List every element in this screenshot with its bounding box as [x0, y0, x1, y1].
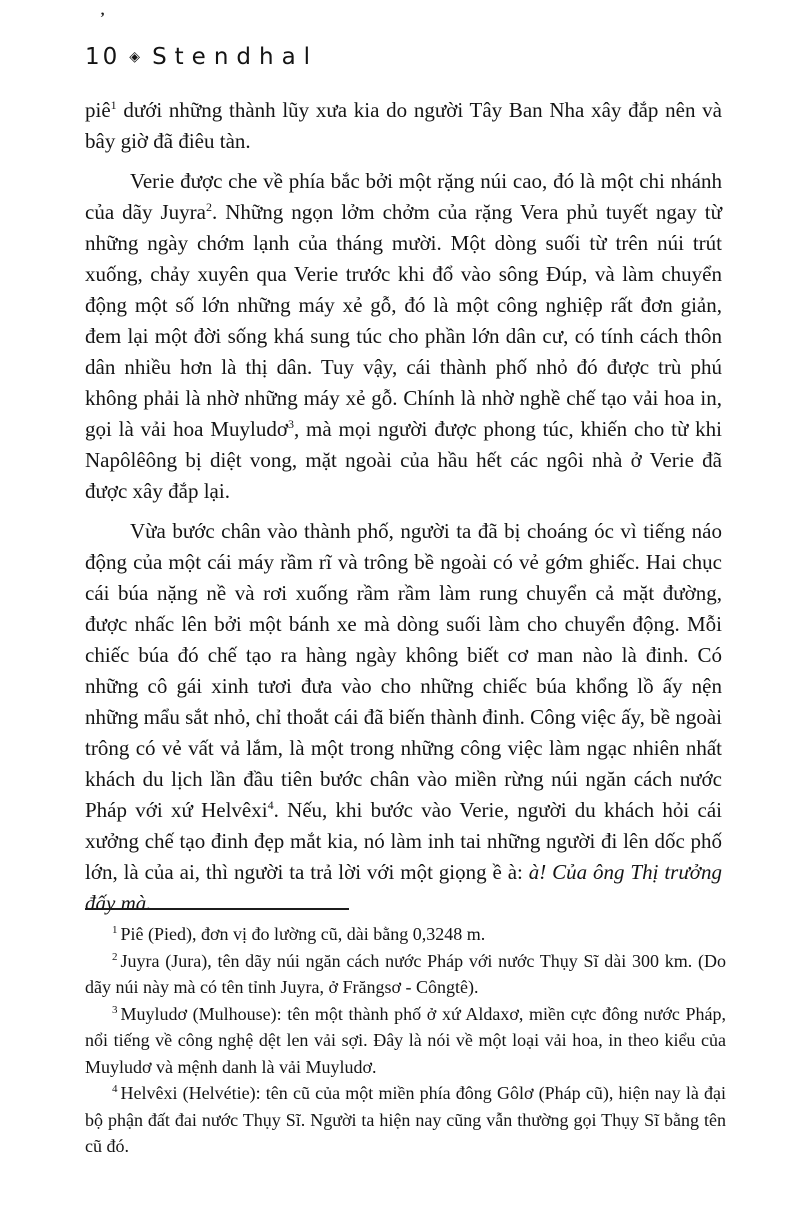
footnote-separator-rule: [85, 908, 349, 910]
footnote: [85, 1080, 726, 1160]
footnote: [85, 1001, 726, 1081]
running-head: [85, 44, 318, 70]
paragraph: [85, 166, 722, 507]
text-run: . Nếu, khi bước vào Verie, người du khách hỏi cái xưởng chế tạo đinh đẹp mắt kia, nó làm inh tai những người đi lên dốc phố lớn, là của ai, thì người ta trả lời với một giọng ề à:: [85, 798, 722, 884]
text-run: Vừa bước chân vào thành phố, người ta đã bị choáng óc vì tiếng náo động của một cái máy rầm rĩ và trông bề ngoài có vẻ gớm ghiếc. Hai chục cái búa nặng nề và rơi xuống rầm rầm làm rung chuyển cả mặt đường, được nhấc lên bởi một bánh xe mà dòng suối làm cho chuyển động. Mỗi chiếc búa đó chế tạo ra hàng ngày không biết cơ man nào là đinh. Có những cô gái xinh tươi đưa vào cho những chiếc búa khổng lồ ấy nện những mẩu sắt nhỏ, chỉ thoắt cái đã biến thành đinh. Công việc ấy, bề ngoài trông có vẻ vất vả lắm, là một trong những công việc làm ngạc nhiên nhất khách du lịch lần đầu tiên bước chân vào miền rừng núi ngăn cách nước Pháp với xứ Helvêxi: [85, 519, 722, 822]
text-run: piê: [85, 98, 111, 122]
footnote-text: Helvêxi (Helvétie): tên cũ của một miền phía đông Gôlơ (Pháp cũ), hiện nay là đại bộ phận đất đai nước Thụy Sĩ. Người ta hiện nay cũng vẫn thường gọi Thụy Sĩ bằng tên cũ đó.: [85, 1083, 726, 1156]
footnote-marker: 1: [112, 924, 118, 936]
footnote-marker: 2: [112, 950, 118, 963]
text-run: , mà mọi người được phong túc, khiến cho từ khi Napôlêông bị diệt vong, mặt ngoài của hầu hết các ngôi nhà ở Verie đã được xây đắp lại.: [85, 417, 723, 503]
footnote-text: Piê (Pied), đơn vị đo lường cũ, dài bằng 0,3248 m.: [120, 924, 486, 944]
footnotes-section: [85, 921, 726, 1160]
footnote-text: Juyra (Jura), tên dãy núi ngăn cách nước Pháp với nước Thụy Sĩ dài 300 km. (Do dãy núi này mà có tên tỉnh Juyra, ở Frăngsơ - Côngtê).: [85, 950, 726, 997]
footnote-reference: 3: [287, 417, 294, 431]
text-run: Verie được che về phía bắc bởi một rặng núi cao, đó là một chi nhánh của dãy Juyra: [85, 169, 722, 224]
text-run: . Những ngọn lởm chởm của rặng Vera phủ tuyết ngay từ những ngày chớm lạnh của tháng mười. Một dòng suối từ trên núi trút xuống, chảy xuyên qua Verie trước khi đổ vào sông Đúp, và làm chuyển động một số lớn những máy xẻ gỗ, đó là một công nghiệp rất đơn giản, đem lại một đời sống khá sung túc cho phần lớn dân cư, có tính cách thôn dân nhiều hơn là thị dân. Tuy vậy, cái thành phố nhỏ đó được trù phú không phải là nhờ những máy xẻ gỗ. Chính là nhờ nghề chế tạo vải hoa in, gọi là vải hoa Muyludơ: [85, 200, 722, 441]
running-title: Stendhal: [152, 44, 319, 70]
footnote: [85, 948, 726, 1001]
footnote-text: Muyludơ (Mulhouse): tên một thành phố ở xứ Aldaxơ, miền cực đông nước Pháp, nổi tiếng về công nghệ dệt len vải sợi. Đây là nói về một loại vải hoa, in theo kiểu của Muyludơ và mệnh danh là vải Muyludơ.: [85, 1003, 726, 1077]
footnote: [85, 921, 726, 948]
paragraph: [85, 95, 722, 157]
footnote-reference: 2: [205, 200, 212, 214]
footnote-reference: 4: [267, 798, 274, 812]
text-run: dưới những thành lũy xưa kia do người Tây Ban Nha xây đắp nên và bây giờ đã điêu tàn.: [85, 98, 722, 153]
diamond-separator-icon: ◈: [129, 49, 141, 65]
stray-print-mark: ’: [100, 10, 105, 26]
italic-text-run: à! Của ông Thị trưởng đấy mà.: [85, 860, 722, 915]
footnote-marker: 4: [112, 1083, 118, 1095]
footnote-marker: 3: [112, 1003, 118, 1016]
page-number: 10: [85, 44, 121, 70]
paragraph: [85, 516, 722, 919]
body-text: [85, 95, 722, 919]
footnote-reference: 1: [110, 98, 117, 112]
